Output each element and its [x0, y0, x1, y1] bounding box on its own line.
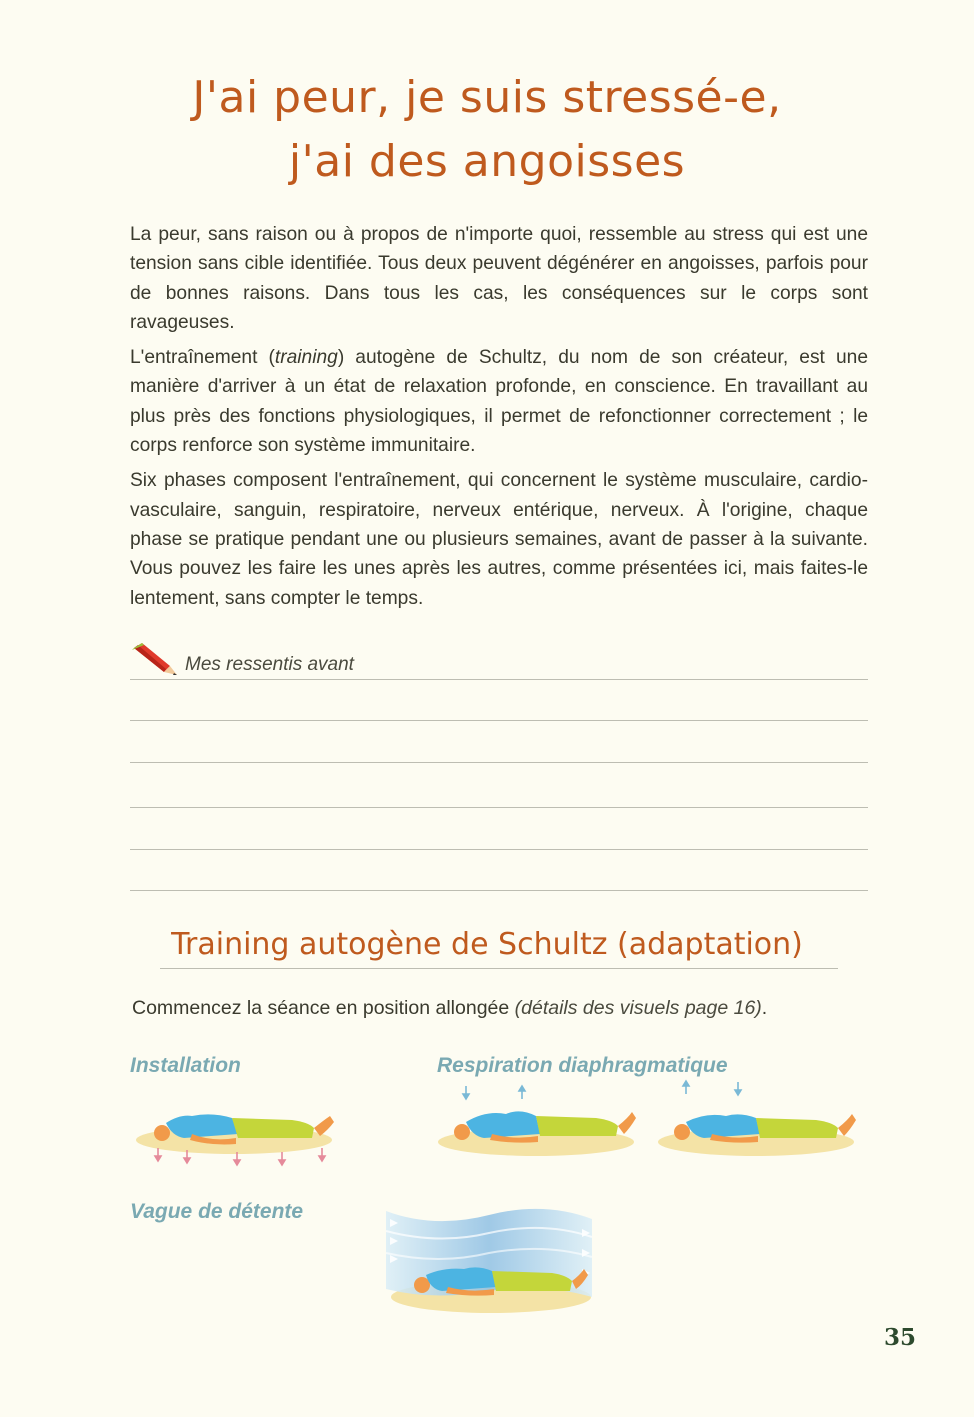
paragraph-3: Six phases composent l'entraînement, qui concernent le système musculaire, cardio-vasculaire, sanguin, respiratoire, nerveux entérique, nerveux. À l'origine, chaque phase se pratique pendant une ou plusieurs semaines, avant de passer à la suivante. Vous pouvez les faire les unes après les autres, comme présentées ici, mais faites-le lentement, sans compter le temps.	[130, 470, 868, 609]
paragraph-2-end: ) autogène de Schultz, du nom de son créateur, est une manière d'arriver à un état de relaxation profonde, en conscience. En travaillant au plus près des fonctions physiologiques, il permet de refonctionner correctement ; le corps renforce son système immunitaire.	[130, 347, 868, 457]
paragraph-2-start: L'entraînement (	[130, 347, 275, 369]
paragraph-2	[130, 343, 868, 460]
paragraph-1: La peur, sans raison ou à propos de n'importe quoi, ressemble au stress qui est une tension sans cible identifiée. Tous deux peuvent dégénérer en angoisses, parfois pour de bonnes raisons. Dans tous les cas, les conséquences sur le corps sont ravageuses.	[130, 224, 868, 333]
section-title: Training autogène de Schultz (adaptation)	[171, 927, 803, 962]
installation-label: Installation	[130, 1054, 241, 1077]
section-intro-text: Commencez la séance en position allongée	[132, 997, 515, 1019]
notes-label: Mes ressentis avant	[185, 654, 354, 675]
page-title-line-1: J'ai peur, je suis stressé-e,	[192, 72, 782, 123]
pencil-icon	[130, 642, 180, 676]
wave-relaxation-illustration	[384, 1205, 599, 1317]
writing-line-4	[130, 807, 868, 808]
installation-illustration	[132, 1100, 342, 1170]
writing-line-3	[130, 762, 868, 763]
section-intro-italic: (détails des visuels page 16)	[514, 997, 762, 1019]
body-text	[130, 220, 868, 619]
section-divider	[160, 968, 838, 969]
writing-line-1	[130, 679, 868, 680]
page-title	[0, 66, 974, 194]
writing-line-6	[130, 890, 868, 891]
writing-line-2	[130, 720, 868, 721]
respiration-label: Respiration diaphragmatique	[437, 1054, 728, 1077]
paragraph-2-italic: training	[274, 347, 338, 369]
page-number: 35	[884, 1324, 917, 1351]
page-title-line-2: j'ai des angoisses	[288, 136, 686, 187]
respiration-illustration-2	[656, 1078, 861, 1162]
vague-label: Vague de détente	[130, 1200, 304, 1223]
writing-line-5	[130, 849, 868, 850]
section-intro-end: .	[761, 997, 768, 1019]
respiration-illustration-1	[436, 1082, 641, 1162]
section-intro	[132, 997, 767, 1020]
